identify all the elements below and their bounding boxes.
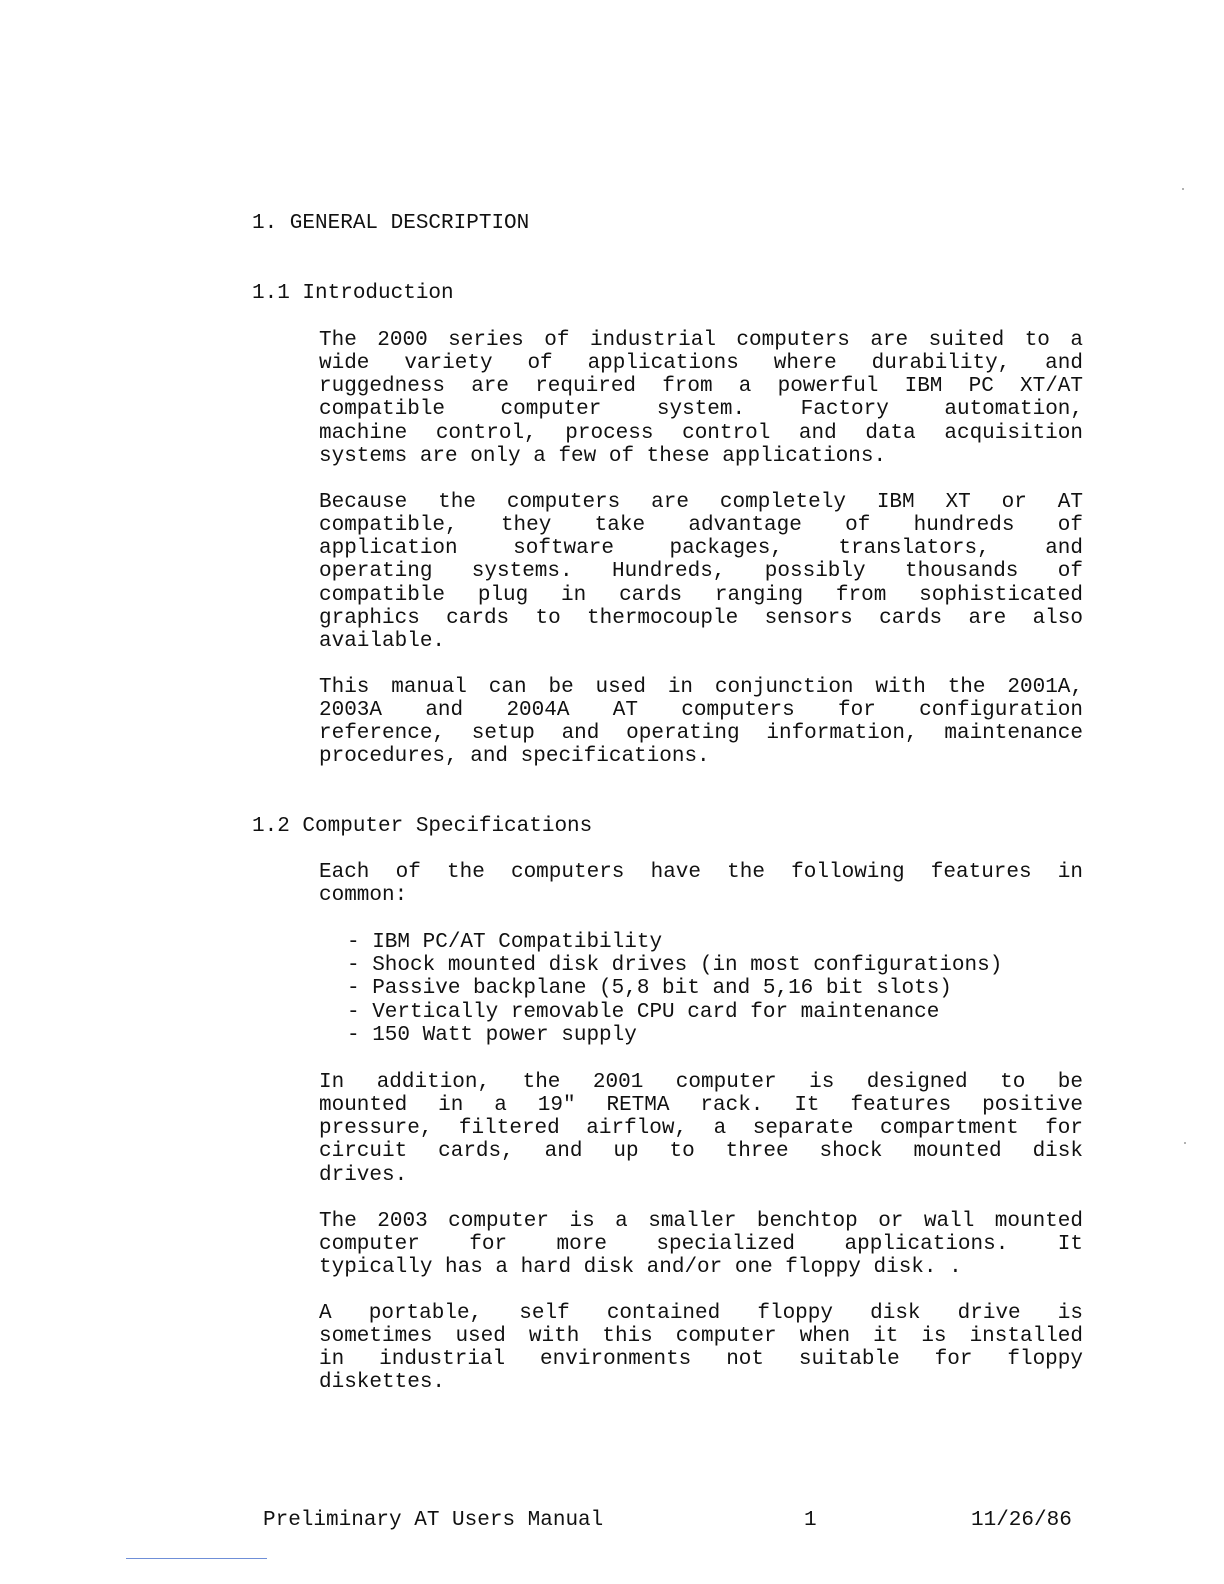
section-1-1-heading: 1.1 Introduction [252,282,454,305]
text-line: operating systems. Hundreds, possibly thousands of [319,560,1083,584]
feature-list [347,931,1002,1047]
text-line: compatible, they take advantage of hundreds of [319,514,1083,538]
text-line: A portable, self contained floppy disk drive is [319,1302,1083,1325]
footer-date: 11/26/86 [971,1509,1072,1532]
spec-paragraph-portable [319,1302,1083,1395]
list-item: - Passive backplane (5,8 bit and 5,16 bit slots) [347,977,952,1001]
footer-rule [126,1558,267,1559]
text-line: wide variety of applications where durability, and [319,352,1083,376]
section-1-2-heading: 1.2 Computer Specifications [252,815,593,838]
footer-page-number: 1 [804,1509,817,1532]
text-line: The 2000 series of industrial computers are suited to a [319,329,1083,352]
intro-paragraph-2 [319,491,1083,653]
list-item: - 150 Watt power supply [347,1023,637,1047]
spec-paragraph-2003 [319,1210,1083,1279]
text-line: ruggedness are required from a powerful IBM PC XT/AT [319,375,1083,399]
text-line: compatible plug in cards ranging from sophisticated [319,583,1083,607]
text-line: reference, setup and operating information, maintenance [319,722,1083,746]
text-line: Each of the computers have the following features in [319,861,1083,884]
text-line: pressure, filtered airflow, a separate compartment for [319,1117,1083,1141]
list-item: - IBM PC/AT Compatibility [347,931,663,954]
text-line: common: [319,884,408,908]
text-line: Because the computers are completely IBM XT or AT [319,491,1083,514]
footer-title: Preliminary AT Users Manual [263,1509,604,1532]
text-line: graphics cards to thermocouple sensors cards are also [319,606,1083,630]
text-line: systems are only a few of these applications. [319,444,887,468]
text-line: in industrial environments not suitable for floppy [319,1348,1083,1372]
intro-paragraph-3 [319,676,1083,769]
list-item: - Vertically removable CPU card for maintenance [347,1000,940,1024]
scan-speck [1182,188,1184,190]
text-line: sometimes used with this computer when it is installed [319,1325,1083,1349]
text-line: computer for more specialized applications. It [319,1233,1083,1257]
scan-speck [1184,1142,1186,1144]
specs-intro-paragraph [319,861,1083,907]
text-line: available. [319,629,446,653]
list-item: - Shock mounted disk drives (in most configurations) [347,954,1003,978]
text-line: diskettes. [319,1371,446,1395]
text-line: typically has a hard disk and/or one floppy disk. . [319,1256,962,1280]
text-line: In addition, the 2001 computer is designed to be [319,1071,1083,1094]
text-line: drives. [319,1163,408,1187]
intro-paragraph-1 [319,329,1083,468]
text-line: circuit cards, and up to three shock mounted disk [319,1140,1083,1164]
text-line: This manual can be used in conjunction with the 2001A, [319,676,1083,699]
section-1-heading: 1. GENERAL DESCRIPTION [252,212,530,235]
spec-paragraph-2001 [319,1071,1083,1187]
text-line: compatible computer system. Factory automation, [319,398,1083,422]
text-line: procedures, and specifications. [319,745,710,769]
text-line: application software packages, translators, and [319,537,1083,561]
text-line: mounted in a 19" RETMA rack. It features positive [319,1094,1083,1118]
text-line: The 2003 computer is a smaller benchtop or wall mounted [319,1210,1083,1233]
text-line: 2003A and 2004A AT computers for configuration [319,699,1083,723]
text-line: machine control, process control and data acquisition [319,421,1083,445]
